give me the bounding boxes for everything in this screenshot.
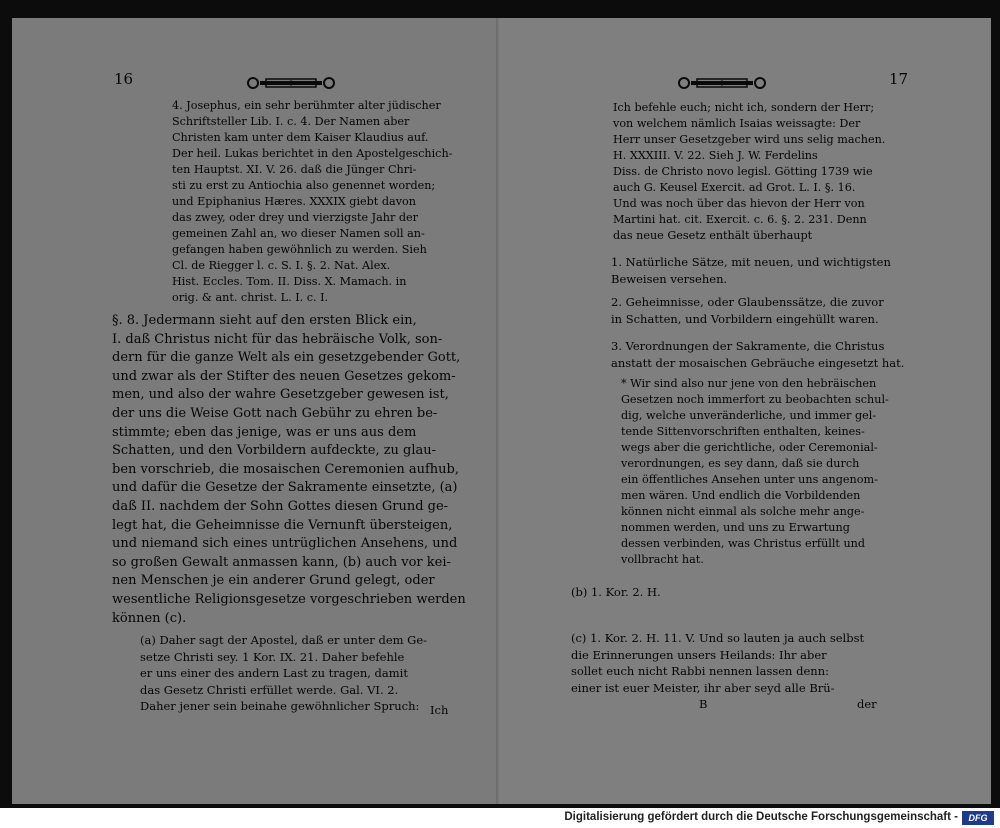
text-line: anstatt der mosaischen Gebräuche eingesetzt hat. xyxy=(611,355,905,370)
left-page xyxy=(12,18,501,804)
text-line: legt hat, die Geheimnisse die Vernunft übersteigen, xyxy=(112,517,453,533)
text-line: verordnungen, es sey dann, daß sie durch xyxy=(621,457,860,470)
catchword-left: Ich xyxy=(430,703,449,717)
text-line: gemeinen Zahl an, wo dieser Namen soll an- xyxy=(172,227,425,240)
text-line: das zwey, oder drey und vierzigste Jahr der xyxy=(172,211,419,224)
text-line: gefangen haben gewöhnlich zu werden. Sieh xyxy=(172,243,427,256)
text-line: sti zu erst zu Antiochia also genennet worden; xyxy=(172,179,436,192)
text-line: einer ist euer Meister, ihr aber seyd alle Brü- xyxy=(571,680,835,695)
text-line: nommen werden, und uns zu Erwartung xyxy=(621,521,850,534)
text-line: 2. Geheimnisse, oder Glaubenssätze, die zuvor xyxy=(611,295,884,309)
text-line: stimmte; eben das jenige, was er uns aus dem xyxy=(112,424,417,440)
text-line: die Erinnerungen unsers Heilands: Ihr aber xyxy=(571,647,827,662)
text-line: men, und also der wahre Gesetzgeber gewesen ist, xyxy=(112,387,449,403)
text-line: dig, welche unveränderliche, und immer gel- xyxy=(621,409,877,422)
text-line: von welchem nämlich Isaias weissagte: Der xyxy=(613,117,861,130)
text-line: können (c). xyxy=(112,610,187,626)
text-line: dern für die ganze Welt als ein gesetzgebender Gott, xyxy=(112,350,461,366)
text-line: orig. & ant. christ. L. I. c. I. xyxy=(172,291,329,304)
text-line: Diss. de Christo novo legisl. Götting 1739 wie xyxy=(613,165,873,178)
text-line: Christen kam unter dem Kaiser Klaudius auf. xyxy=(172,131,429,144)
ornament-left xyxy=(246,76,336,90)
text-line: sollet euch nicht Rabbi nennen lassen denn: xyxy=(571,664,829,678)
page-number-left: 16 xyxy=(114,70,134,88)
footnote-a xyxy=(140,632,427,715)
text-line: Gesetzen noch immerfort zu beobachten schul- xyxy=(621,393,889,406)
text-line: H. XXXIII. V. 22. Sieh J. W. Ferdelins xyxy=(613,149,818,162)
text-line: in Schatten, und Vorbildern eingehüllt waren. xyxy=(611,311,879,326)
footnote-b: (b) 1. Kor. 2. H. xyxy=(571,585,661,599)
text-line: vollbracht hat. xyxy=(621,553,704,566)
funding-notice: Digitalisierung gefördert durch die Deutsche Forschungsgemeinschaft - xyxy=(564,811,958,823)
text-line: Daher jener sein beinahe gewöhnlicher Spruch: xyxy=(140,699,420,713)
dfg-logo: DFG xyxy=(962,811,994,825)
text-line: und dafür die Gesetze der Sakramente einsetzte, (a) xyxy=(112,480,458,496)
text-line: Ich befehle euch; nicht ich, sondern der Herr; xyxy=(613,101,875,114)
signature-mark: B xyxy=(699,697,708,711)
text-line: Und was noch über das hievon der Herr von xyxy=(613,197,865,210)
text-line: setze Christi sey. 1 Kor. IX. 21. Daher befehle xyxy=(140,649,405,664)
text-line: Schatten, und den Vorbildern aufdeckte, zu glau- xyxy=(112,443,437,459)
text-line: Cl. de Riegger l. c. S. I. §. 2. Nat. Alex. xyxy=(172,259,391,272)
page-number-right: 17 xyxy=(889,70,909,88)
continued-footnote-text xyxy=(613,100,885,244)
star-note xyxy=(621,376,889,568)
text-line: Der heil. Lukas berichtet in den Apostelgeschich- xyxy=(172,147,453,160)
text-line: das Gesetz Christi erfüllet werde. Gal. VI. 2. xyxy=(140,682,399,697)
catchword-right: der xyxy=(857,697,877,711)
text-line: I. daß Christus nicht für das hebräische Volk, son- xyxy=(112,331,443,347)
text-line: und Epiphanius Hæres. XXXIX giebt davon xyxy=(172,195,416,208)
text-line: der uns die Weise Gott nach Gebühr zu ehren be- xyxy=(112,405,438,421)
text-line: Hist. Eccles. Tom. II. Diss. X. Mamach. in xyxy=(172,275,407,288)
footer-bar xyxy=(0,808,1000,828)
text-line: dessen verbinden, was Christus erfüllt und xyxy=(621,537,866,550)
section-8-text xyxy=(112,312,466,628)
text-line: * Wir sind also nur jene von den hebräischen xyxy=(621,377,877,390)
text-line: tende Sittenvorschriften enthalten, keines- xyxy=(621,425,865,438)
list-item-3 xyxy=(611,338,904,371)
text-line: nen Menschen je ein anderer Grund gelegt, oder xyxy=(112,573,435,589)
text-line: und niemand sich eines untrüglichen Ansehens, und xyxy=(112,536,458,552)
text-line: 1. Natürliche Sätze, mit neuen, und wichtigsten xyxy=(611,255,891,269)
text-line: (a) Daher sagt der Apostel, daß er unter dem Ge- xyxy=(140,633,428,647)
text-line: können nicht einmal als solche mehr ange- xyxy=(621,505,865,518)
text-line: auch G. Keusel Exercit. ad Grot. L. I. §. 16. xyxy=(613,181,856,194)
footnote-c xyxy=(571,630,864,696)
text-line: §. 8. Jedermann sieht auf den ersten Blick ein, xyxy=(112,313,417,328)
text-line: wesentliche Religionsgesetze vorgeschrieben werden xyxy=(112,591,466,607)
text-line: Herr unser Gesetzgeber wird uns selig machen. xyxy=(613,133,886,146)
text-line: Martini hat. cit. Exercit. c. 6. §. 2. 231. Denn xyxy=(613,213,867,226)
ornament-right xyxy=(677,76,767,90)
list-item-1 xyxy=(611,254,891,287)
text-line: und zwar als der Stifter des neuen Gesetzes gekom- xyxy=(112,368,456,384)
text-line: Schriftsteller Lib. I. c. 4. Der Namen aber xyxy=(172,115,410,128)
text-line: Beweisen versehen. xyxy=(611,271,728,286)
text-line: ben vorschrieb, die mosaischen Ceremonien aufhub, xyxy=(112,461,460,477)
text-line: so großen Gewalt anmassen kann, (b) auch vor kei- xyxy=(112,554,451,570)
text-line: er uns einer des andern Last zu tragen, damit xyxy=(140,666,408,680)
text-line: das neue Gesetz enthält überhaupt xyxy=(613,229,813,242)
text-line: ein öffentliches Ansehen unter uns angenom- xyxy=(621,473,878,486)
text-line: daß II. nachdem der Sohn Gottes diesen Grund ge- xyxy=(112,498,449,514)
text-line: 4. Josephus, ein sehr berühmter alter jüdischer xyxy=(172,99,441,112)
footnote-4 xyxy=(172,98,452,306)
text-line: wegs aber die gerichtliche, oder Ceremonial- xyxy=(621,441,878,454)
list-item-2 xyxy=(611,294,884,327)
right-page xyxy=(501,18,991,804)
text-line: (c) 1. Kor. 2. H. 11. V. Und so lauten ja auch selbst xyxy=(571,631,865,645)
text-line: 3. Verordnungen der Sakramente, die Christus xyxy=(611,339,885,353)
text-line: men wären. Und endlich die Vorbildenden xyxy=(621,489,861,502)
text-line: ten Hauptst. XI. V. 26. daß die Jünger Chri- xyxy=(172,163,417,176)
